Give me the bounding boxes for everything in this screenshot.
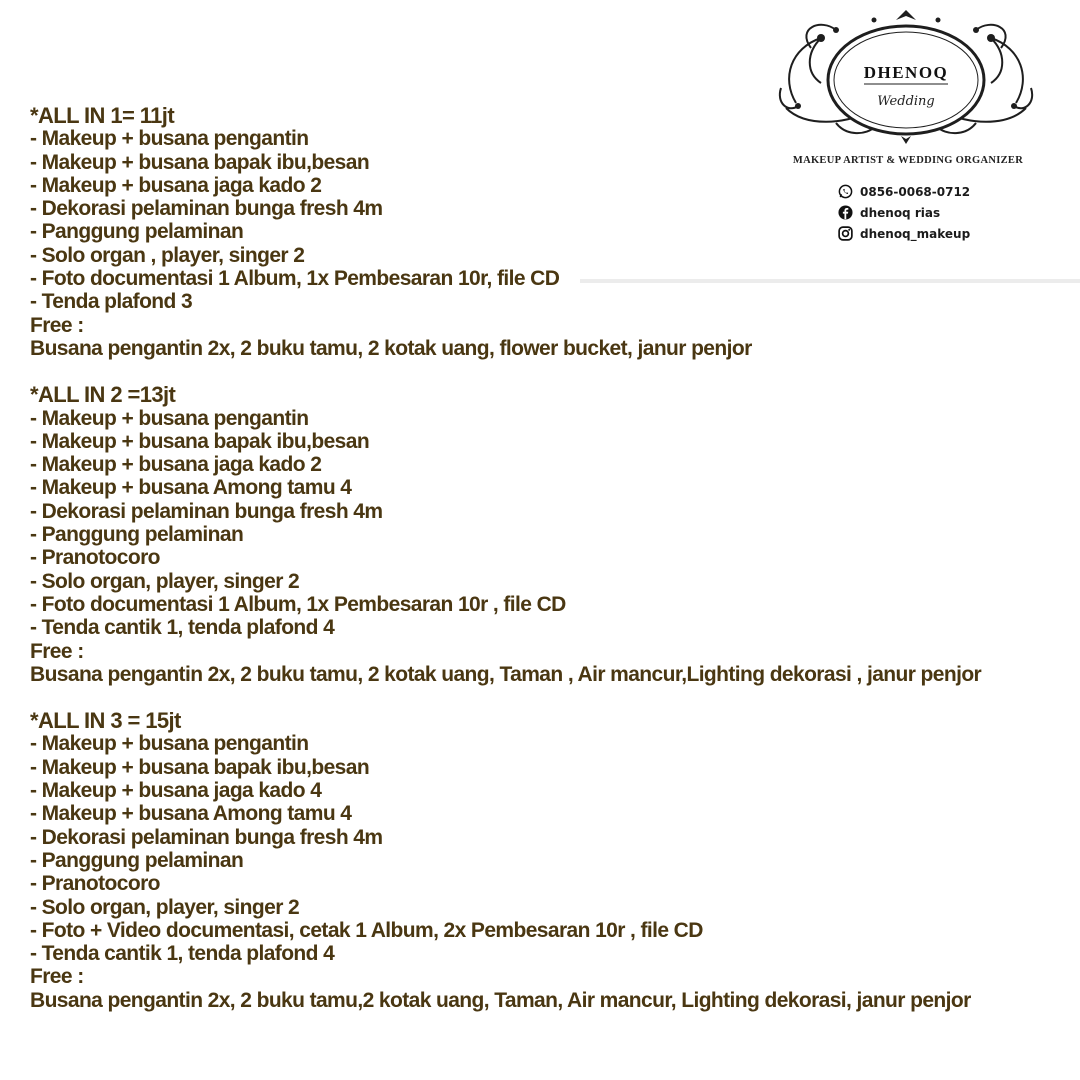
package-item: - Makeup + busana Among tamu 4 [30,476,352,500]
package-title: *ALL IN 1= 11jt [30,103,175,128]
instagram-icon [838,226,853,241]
free-label: Free : [30,965,84,989]
package-item: - Makeup + busana Among tamu 4 [30,802,352,826]
package-item: - Panggung pelaminan [30,523,244,547]
brand-name: DHENOQ [863,63,949,82]
package-item: - Pranotocoro [30,546,160,570]
package-item: - Foto documentasi 1 Album, 1x Pembesaran 10r , file CD [30,592,566,616]
package-item: - Foto + Video documentasi, cetak 1 Album, 2x Pembesaran 10r , file CD [30,918,703,942]
free-items: Busana pengantin 2x, 2 buku tamu,2 kotak uang, Taman, Air mancur, Lighting dekorasi, janur penjor [30,988,971,1012]
package-item: - Makeup + busana pengantin [30,127,309,151]
whatsapp-icon [838,184,853,199]
package-item: - Foto documentasi 1 Album, 1x Pembesaran 10r, file CD [30,267,560,291]
package-item: - Tenda plafond 3 [30,290,193,314]
package-3 [30,709,1060,1012]
package-item: - Panggung pelaminan [30,848,244,872]
package-item: - Makeup + busana bapak ibu,besan [30,755,370,779]
package-item: - Tenda cantik 1, tenda plafond 4 [30,942,335,966]
package-item: - Dekorasi pelaminan bunga fresh 4m [30,825,383,849]
package-item: - Solo organ, player, singer 2 [30,895,300,919]
contact-phone: 0856-0068-0712 [860,184,971,199]
package-item: - Makeup + busana jaga kado 2 [30,453,322,477]
package-item: - Makeup + busana jaga kado 4 [30,779,322,803]
contact-instagram[interactable] [838,223,970,244]
free-label: Free : [30,639,84,663]
free-items: Busana pengantin 2x, 2 buku tamu, 2 kotak uang, flower bucket, janur penjor [30,336,752,360]
free-items: Busana pengantin 2x, 2 buku tamu, 2 kotak uang, Taman , Air mancur,Lighting dekorasi , janur penjor [30,662,982,686]
package-item: - Dekorasi pelaminan bunga fresh 4m [30,499,383,523]
package-title: *ALL IN 2 =13jt [30,382,176,408]
package-item: - Tenda cantik 1, tenda plafond 4 [30,616,335,640]
package-item: - Solo organ, player, singer 2 [30,569,300,593]
package-title: *ALL IN 3 = 15jt [30,708,181,734]
brand-script: Wedding [877,94,935,109]
package-item: - Pranotocoro [30,872,160,896]
package-item: - Solo organ , player, singer 2 [30,243,305,267]
contact-whatsapp[interactable] [838,181,970,202]
package-item: - Makeup + busana pengantin [30,406,309,430]
dhenoq-logo [776,8,1036,148]
facebook-icon [838,205,853,220]
brand-tagline: MAKEUP ARTIST & WEDDING ORGANIZER [792,155,1024,166]
contact-facebook-name: dhenoq rias [860,205,941,220]
contact-instagram-name: dhenoq_makeup [860,226,971,241]
contact-list [838,181,970,244]
package-item: - Makeup + busana jaga kado 2 [30,173,322,197]
free-label: Free : [30,313,84,337]
package-item: - Panggung pelaminan [30,220,244,244]
package-2 [30,383,1060,686]
contact-facebook[interactable] [838,202,970,223]
package-item: - Dekorasi pelaminan bunga fresh 4m [30,197,383,221]
package-item: - Makeup + busana bapak ibu,besan [30,429,370,453]
package-item: - Makeup + busana pengantin [30,732,309,756]
package-item: - Makeup + busana bapak ibu,besan [30,150,370,174]
